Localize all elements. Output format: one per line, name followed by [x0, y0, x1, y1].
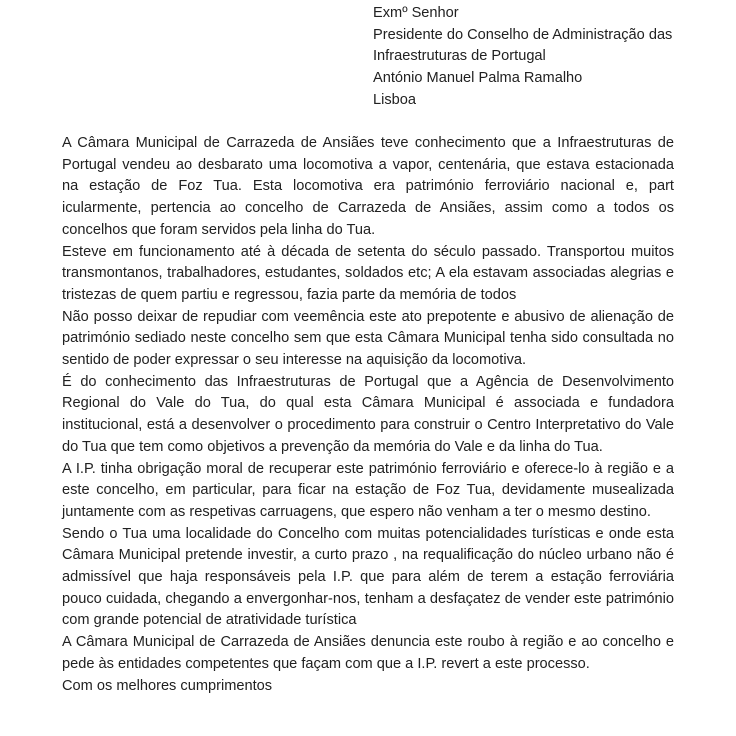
recipient-city: Lisboa [373, 91, 417, 108]
recipient-address-block [373, 3, 672, 112]
closing-line: Com os melhores cumprimentos [62, 677, 273, 694]
recipient-title-line: Presidente do Conselho de Administração das [373, 26, 673, 43]
body-paragraph: Sendo o Tua uma localidade do Concelho com muitas potencialidades turísticas e onde esta Câmara Municipal pretende investir, a curto prazo , na requalificação do núcleo urbano não é admissível que haja responsáveis pela I.P. que para além de terem a estação ferroviária pouco cuidada, chegando a envergonhar-nos, tenham a desfaçatez de vender este património com grande potencial de atratividade turística [62, 525, 674, 629]
recipient-salutation: Exmº Senhor [373, 5, 459, 21]
body-paragraph: A Câmara Municipal de Carrazeda de Ansiães denuncia este roubo à região e ao concelho e pede às entidades competentes que façam com que a I.P. revert a este processo. [62, 634, 674, 672]
body-paragraph: É do conhecimento das Infraestruturas de Portugal que a Agência de Desenvolvimento Regional do Vale do Tua, do qual esta Câmara Municipal é associada e fundadora institucional, está a desenvolver o procedimento para construir o Centro Interpretativo do Vale do Tua que tem como objetivos a prevenção da memória do Vale e da linha do Tua. [62, 373, 674, 455]
body-paragraph: A I.P. tinha obrigação moral de recuperar este património ferroviário e oferece-lo à região e a este concelho, em particular, para ficar na estação de Foz Tua, devidamente musealizada juntamente com as respetivas carruagens, que espero não venham a ter o mesmo destino. [62, 460, 674, 520]
body-paragraph: Não posso deixar de repudiar com veemência este ato prepotente e abusivo de alienação de património sediado neste concelho sem que esta Câmara Municipal tenha sido consultada no sentido de poder expressar o seu interesse na aquisição da locomotiva. [62, 308, 674, 369]
recipient-organization: Infraestruturas de Portugal [373, 48, 546, 65]
body-paragraph: A Câmara Municipal de Carrazeda de Ansiães teve conhecimento que a Infraestruturas de Portugal vendeu ao desbarato uma locomotiva a vapor, centenária, que estava estacionada na estação de Foz Tua. Esta locomotiva era património ferroviário nacional e, part icularmente, pertencia ao concelho de Carrazeda de Ansiães, assim como a todos os concelhos que foram servidos pela linha do Tua. [62, 135, 674, 238]
recipient-name: António Manuel Palma Ramalho [373, 70, 583, 87]
body-paragraph: Esteve em funcionamento até à década de setenta do século passado. Transportou muitos transmontanos, trabalhadores, estudantes, soldados etc; A ela estavam associadas alegrias e tristezas de quem partiu e regressou, fazia parte da memória de todos [62, 243, 674, 303]
letter-body [62, 133, 674, 697]
